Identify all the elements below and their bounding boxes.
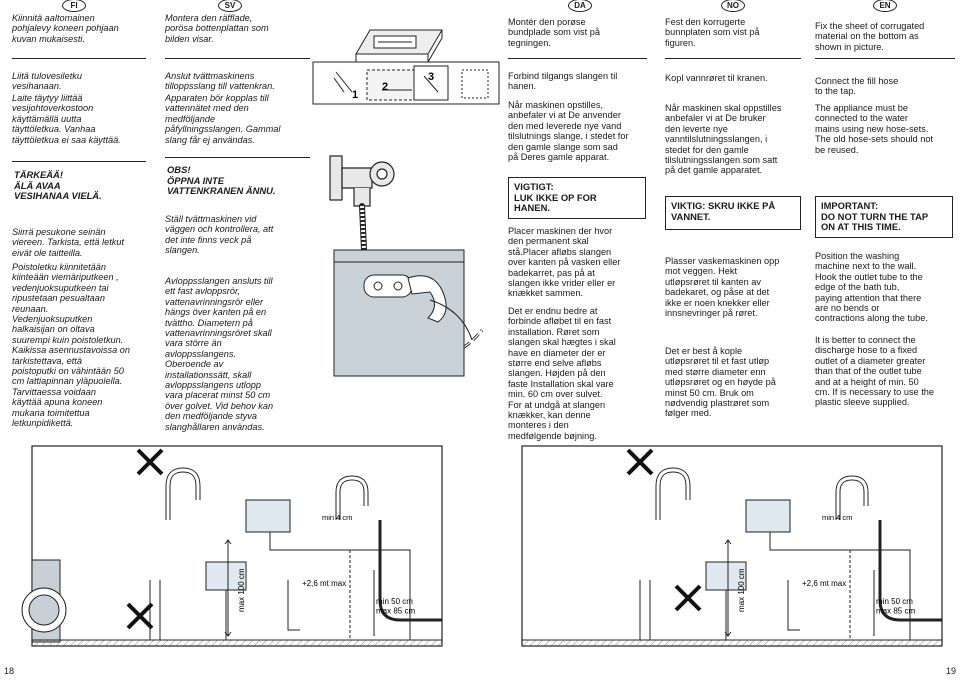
installation-illustration (312, 0, 500, 440)
header-no (665, 0, 801, 59)
left-min-top-label: min 4 cm (322, 513, 353, 522)
fi-p1: Liitä tulovesiletku vesihanaan. (12, 71, 82, 92)
sv-p2: Apparaten bör kopplas till vattennätet med den medföljande påfyllningsslangen. Gammal slang får ej användas. (165, 93, 281, 145)
right-max-height-label: max 100 cm (737, 568, 746, 612)
fi-p4: Poistoletku kiinnitetään kiinteään viemäriputkeen , vedenjuoksuputkeen tai ripustetaan pesualtaan reunaan. Vedenjuoksuputken halkaisijan on oltava suurempi kuin poistoletkun. Kaikissa asennustavoissa on tarkistettava, että poistoputki on vähintään 50 cm lattiapinnan yläpuolella. Tarvittaessa voidaan käyttää apuna koneen mukana toimitettua letkunpidikettä. (12, 262, 130, 429)
fi-warning: TÄRKEÄÄ! ÄLÄ AVAA VESIHANAA VIELÄ. (14, 169, 102, 202)
no-p4: Det er best å kople utløpsrøret til et fast utløp med større diameter enn utløpsrøret og en høyde på minst 50 cm. Bruk om nødvendig plastrøret som følger med. (665, 346, 776, 419)
header-fi (12, 0, 146, 59)
da-p3: Placer maskinen der hvor den permanent skal stå.Placer afløbs slangen over kanten på vasken eller badekarret, pas på at slangen ikke vrider eller er knækket sammen. (508, 226, 621, 299)
header-da-text: Montér den porøse bundplade som vist på tegningen. (508, 17, 600, 48)
en-warning-box: IMPORTANT: DO NOT TURN THE TAP ON AT THIS TIME. (815, 196, 953, 238)
sv-warning: OBS! ÖPPNA INTE VATTENKRANEN ÄNNU. (167, 164, 276, 197)
column-no (665, 0, 805, 440)
page-number-right: 19 (945, 666, 956, 676)
sv-p1: Anslut tvättmaskinens tilloppsslang till vattenkran. (165, 71, 275, 92)
da-p1: Forbind tilgangs slangen til hanen. (508, 71, 618, 92)
da-p2: Når maskinen opstilles, anbefaler vi at De anvender den med leverede nye vand tilslutnings slange, i stedet for den gamle slange som sad på Deres gamle apparat. (508, 100, 629, 163)
left-min-max-label: min 50 cm max 85 cm (376, 597, 416, 616)
da-p4: Det er endnu bedre at forbinde afløbet til en fast installation. Røret som slangen skal hægtes i skal have en diameter der er større end selve afløbs slangen. Højden på den faste Installation skal vare min. 60 cm over sulvet. For at undgå at slangen knækker, kan denne monteres i den medfølgende bøjning. (508, 306, 616, 441)
water-tap-icon (330, 156, 394, 206)
sv-p3: Ställ tvättmaskinen vid väggen och kontrollera, att det inte finns veck på slangen. (165, 214, 274, 256)
lang-badge-da: DA (568, 0, 592, 12)
no-p3: Plasser vaskemaskinen opp mot veggen. Hekt utløpsrøret til kanten av badekaret, og påse at det ikke er noen knekker eller innsnevringer på røret. (665, 256, 780, 319)
column-en (815, 0, 955, 440)
header-en (815, 0, 955, 59)
header-fi-text: Kiinnitä aaltomainen pohjalevy koneen pohjaan kuvan mukaisesti. (12, 13, 119, 44)
right-min-max-label: min 50 cm max 85 cm (876, 597, 916, 616)
step-number-3: 3 (428, 71, 435, 83)
header-da (508, 0, 647, 59)
drain-diagram (0, 440, 960, 678)
en-p2: The appliance must be connected to the water mains using new hose-sets. The old hose-sets should not be reused. (815, 103, 933, 155)
header-sv (165, 0, 310, 59)
step-diagram (313, 62, 499, 104)
page-number-left: 18 (4, 666, 15, 676)
fi-p3: Siirrä pesukone seinän viereen. Tarkista, että letkut eivät ole taitteilla. (12, 227, 125, 258)
lang-badge-no: NO (721, 0, 745, 12)
left-plus-label: +2,6 mt max (302, 579, 347, 588)
header-no-text: Fest den korrugerte bunnplaten som vist på figuren. (665, 17, 760, 48)
left-max-height-label: max 100 cm (237, 568, 246, 612)
step-number-2: 2 (382, 81, 389, 93)
fi-sep (12, 161, 146, 162)
bottom-figure (0, 440, 960, 678)
en-p4: It is better to connect the discharge hose to a fixed outlet of a diameter greater than that of the outlet tube and at a height of min. 50 cm. If is necessary to use the plastic sleeve supplied. (815, 335, 934, 408)
header-sv-text: Montera den räfflade, porösa bottenplattan som bilden visar. (165, 13, 269, 44)
machine-rear-illustration (334, 250, 472, 376)
right-plus-label: +2,6 mt max (802, 579, 847, 588)
no-warning-box: VIKTIG: SKRU IKKE PÅ VANNET. (665, 196, 801, 230)
header-en-text: Fix the sheet of corrugated material on the bottom as shown in picture. (815, 21, 925, 52)
en-p3: Position the washing machine next to the wall. Hook the outlet tube to the edge of the bath tub, paying attention that there are no bends or contractions along the tube. (815, 251, 928, 324)
right-min-top-label: min 4 cm (822, 513, 853, 522)
top-figure (312, 0, 500, 440)
column-fi (0, 0, 150, 440)
step-number-1: 1 (352, 89, 359, 101)
lang-badge-fi: FI (62, 0, 86, 12)
fi-p2: Laite täytyy liittää vesijohtoverkostoon käyttämällä uutta täyttöletkua. Vanhaa täyttöletkua ei saa käyttää. (12, 93, 121, 145)
column-da (508, 0, 651, 440)
en-p1: Connect the fill hose to the tap. (815, 76, 899, 97)
sv-p4: Avloppsslangen ansluts till ett fast avloppsrör, vattenavrinningsrör eller hängs över kanten på en tvättho. Diametern på vattenavrinningsröret skall vara större än avloppsslangens. Oberoende av installationssätt, skall avloppsslangens utlopp vara placerat minst 50 cm över golvet. Vid behov kan den medföljande styva slanghållaren användas. (165, 276, 274, 432)
column-sv (165, 0, 310, 440)
machine-bottom-illustration (356, 30, 442, 62)
lang-badge-sv: SV (218, 0, 242, 12)
lang-badge-en: EN (873, 0, 897, 12)
da-warning-box: VIGTIGT: LUK IKKE OP FOR HANEN. (508, 177, 646, 219)
no-p1: Kopl vannrøret til kranen. (665, 73, 768, 83)
sv-sep (165, 157, 310, 158)
no-p2: Når maskinen skal oppstilles anbefaler vi at De bruker den leverte nye vanntilslutningsslangen, i stedet for den gamle tilslutningsslangen som satt på det gamle apparatet. (665, 103, 782, 176)
